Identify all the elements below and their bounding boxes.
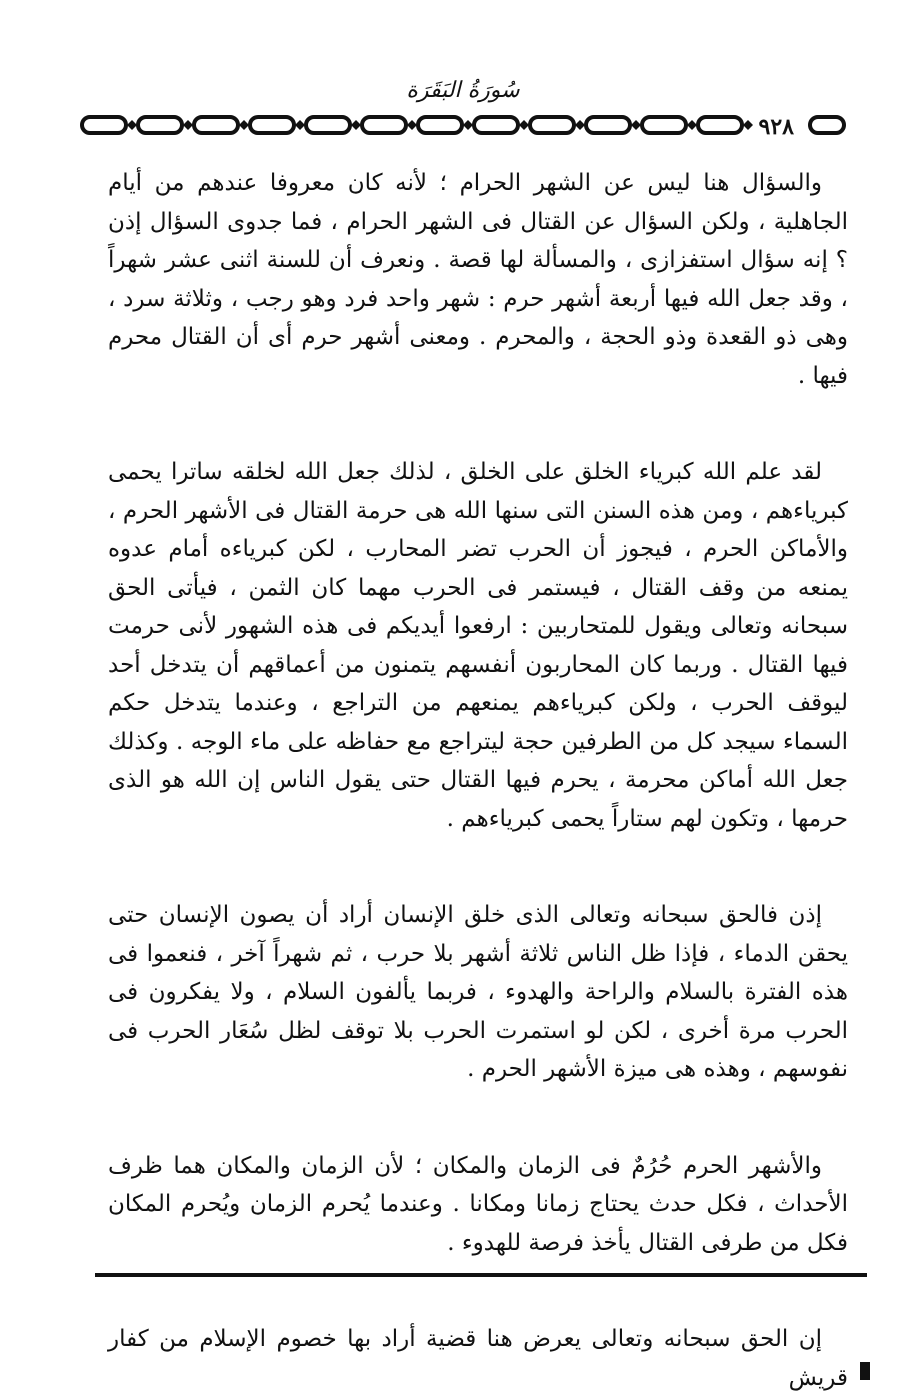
- ornament-diamond: [519, 120, 529, 130]
- ornament-diamond: [351, 120, 361, 130]
- page-header: [78, 78, 848, 148]
- ornament-diamond: [239, 120, 249, 130]
- paragraph: إن الحق سبحانه وتعالى يعرض هنا قضية أراد بها خصوم الإسلام من كفار قريش: [108, 1326, 848, 1391]
- ornament-link: [250, 117, 294, 133]
- ornament-diamond: [407, 120, 417, 130]
- ornament-link: [82, 117, 126, 133]
- page-number: ٩٢٨: [753, 114, 800, 140]
- page-body: [108, 164, 848, 1397]
- ornament-link: [306, 117, 350, 133]
- ornament-diamond: [687, 120, 697, 130]
- bottom-divider: [95, 1273, 867, 1277]
- surah-title: سُورَةُ البَقَرَة: [406, 78, 520, 103]
- ornament-diamond: [631, 120, 641, 130]
- paragraph: إذن فالحق سبحانه وتعالى الذى خلق الإنسان أراد أن يصون الإنسان حتى يحقن الدماء ، فإذا ظل الناس ثلاثة أشهر بلا حرب ، ثم شهراً آخر ، فنعموا فى هذه الفترة بالسلام والراحة والهدوء ، فربما يألفون السلام ، ولا يفكرون فى الحرب مرة أخرى ، لكن لو استمرت الحرب بلا توقف لظل سُعَار الحرب فى نفوسهم ، وهذه هى ميزة الأشهر الحرم .: [108, 902, 848, 1082]
- ornament-diamond: [183, 120, 193, 130]
- ornament-diamond: [743, 120, 753, 130]
- ornament-diamond: [463, 120, 473, 130]
- corner-mark: [860, 1362, 870, 1380]
- ornament-diamond: [295, 120, 305, 130]
- paragraph: لقد علم الله كبرياء الخلق على الخلق ، لذلك جعل الله لخلقه ساترا يحمى كبرياءهم ، ومن هذه السنن التى سنها الله هى حرمة القتال فى الأشهر الحرم ، والأماكن الحرم ، فيجوز أن الحرب تضر المحارب ، لكن كبرياءه أمام عدوه يمنعه من وقف القتال ، فيستمر فى الحرب مهما كان الثمن ، فيأتى الحق سبحانه وتعالى ويقول للمتحاربين : ارفعوا أيديكم فى هذه الشهور لأنى حرمت فيها القتال . وربما كان المحاربون أنفسهم يتمنون من أعماقهم أن يتدخل أحد ليوقف الحرب ، ولكن كبرياءهم يمنعهم من التراجع ، وعندما يتدخل حكم السماء سيجد كل من الطرفين حجة ليتراجع مع حفاظه على ماء الوجه . وكذلك جعل الله أماكن محرمة ، يحرم فيها القتال حتى يقول الناس إن الله هو الذى حرمها ، وتكون لهم ستاراً يحمى كبرياءهم .: [108, 459, 848, 832]
- ornament-diamond: [575, 120, 585, 130]
- ornament-link: [642, 117, 686, 133]
- paragraph: والأشهر الحرم حُرُمٌ فى الزمان والمكان ؛ لأن الزمان والمكان هما ظرف الأحداث ، فكل حدث يحتاج زمانا ومكانا . وعندما يُحرم الزمان ويُحرم المكان فكل من طرفى القتال يأخذ فرصة للهدوء .: [108, 1152, 848, 1256]
- ornament-link: [530, 117, 574, 133]
- ornament-chain: [78, 112, 848, 138]
- ornament-link: [138, 117, 182, 133]
- paragraph: والسؤال هنا ليس عن الشهر الحرام ؛ لأنه كان معروفا عندهم من أيام الجاهلية ، ولكن السؤال عن القتال فى الشهر الحرام ، فما جدوى السؤال إذن ؟ إنه سؤال استفزازى ، والمسألة لها قصة . ونعرف أن للسنة اثنى عشر شهراً ، وقد جعل الله فيها أربعة أشهر حرم : شهر واحد فرد وهو رجب ، وثلاثة سرد ، وهى ذو القعدة وذو الحجة ، والمحرم . ومعنى أشهر حرم أى أن القتال محرم فيها .: [108, 170, 848, 389]
- ornament-diamond: [127, 120, 137, 130]
- ornament-link: [698, 117, 742, 133]
- ornament-link: [194, 117, 238, 133]
- ornament-link: [810, 117, 844, 133]
- ornament-link: [586, 117, 630, 133]
- ornament-link: [362, 117, 406, 133]
- ornament-link: [474, 117, 518, 133]
- ornament-link: [418, 117, 462, 133]
